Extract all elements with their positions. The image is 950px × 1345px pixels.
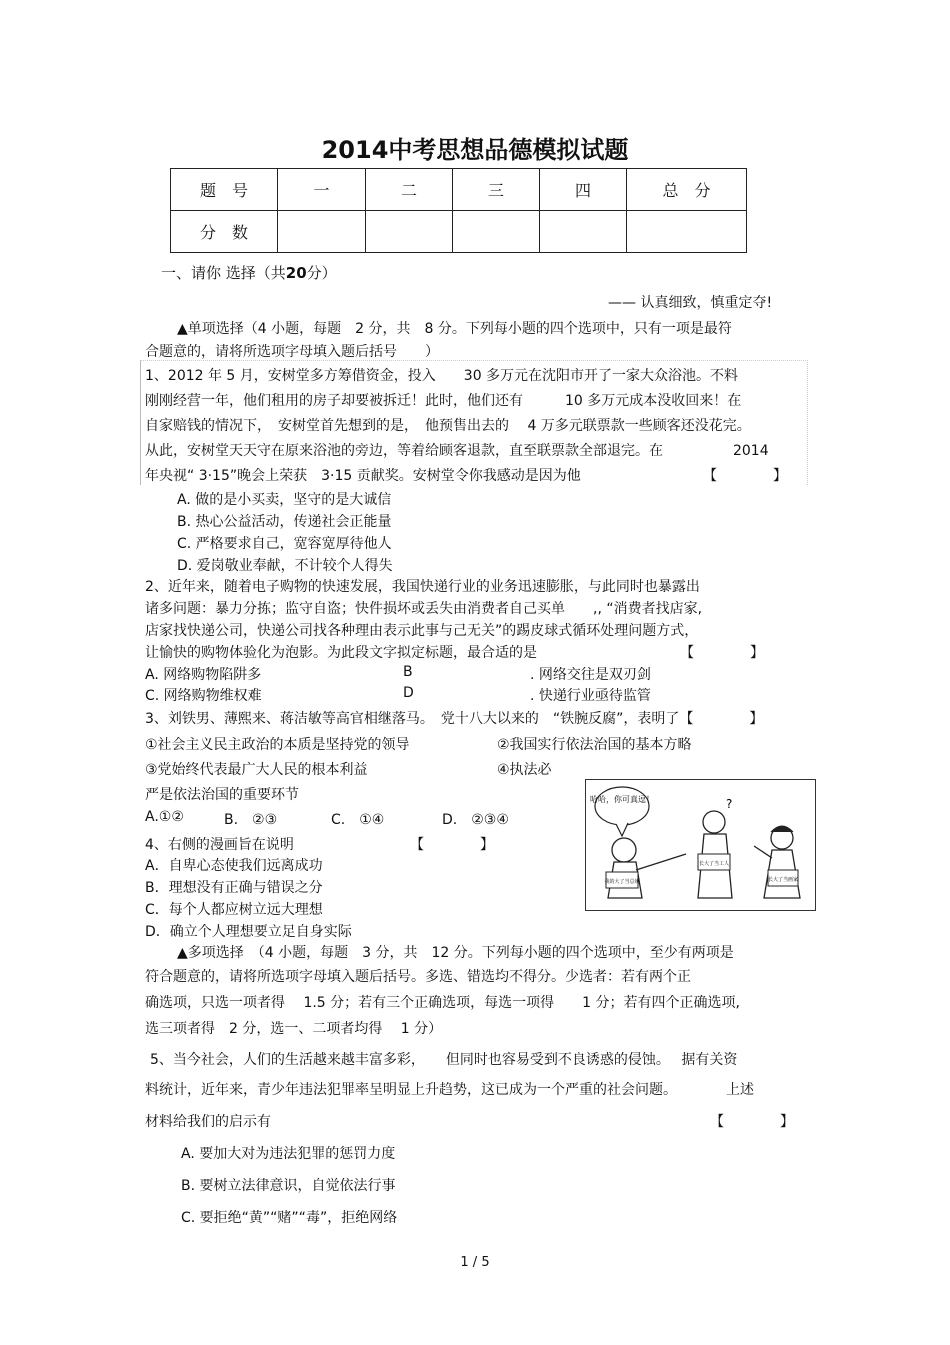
- question-1-line: 从此，安树堂天天守在原来浴池的旁边，等着给顾客退款，直至联票款全部退完。在 2014: [145, 443, 769, 459]
- cartoon-sign: 长大了当画家: [767, 877, 799, 883]
- score-input-cell[interactable]: [627, 211, 747, 253]
- score-table-cell: 一: [278, 169, 366, 211]
- option-item: D. ②③④: [442, 812, 509, 828]
- question-1-line: 1、2012 年 5 月，安树堂多方筹借资金，投入 30 多万元在沈阳市开了一家大众浴池。不料: [145, 368, 739, 384]
- section-heading-unit: 分）: [306, 264, 337, 282]
- option-item: C．每个人都应树立远大理想: [145, 902, 323, 918]
- option-item: C. ①④: [331, 812, 385, 828]
- score-table-cell: 题 号: [171, 169, 278, 211]
- option-item: C. 网络购物维权难: [145, 688, 262, 704]
- speech-bubble-text: 哈哈，你可真逗！: [590, 795, 654, 804]
- option-item: . 快递行业亟待监管: [530, 688, 651, 704]
- score-input-cell[interactable]: [366, 211, 453, 253]
- score-input-cell[interactable]: [278, 211, 366, 253]
- section-heading-text: 一、请你 选择（共: [161, 264, 286, 282]
- multi-choice-intro: 符合题意的，请将所选项字母填入题后括号。多选、错选均不得分。少选者：若有两个正: [145, 969, 691, 985]
- question-4-stem: 4、右侧的漫画旨在说明: [145, 837, 294, 853]
- question-mark-icon: ?: [726, 797, 733, 811]
- score-table-cell: 总 分: [627, 169, 747, 211]
- statement-item: 严是依法治国的重要环节: [145, 787, 299, 803]
- question-2-line: 诸多问题：暴力分拣；监守自盗；快件损坏或丢失由消费者自己买单 ,, “消费者找店家,: [145, 601, 703, 617]
- question-5-line: 材料给我们的启示有: [145, 1114, 271, 1130]
- option-item: B. 要树立法律意识，自觉依法行事: [181, 1178, 396, 1194]
- single-choice-intro: 合题意的，请将所选项字母填入题后括号 ）: [145, 344, 439, 360]
- option-item: D. 爱岗敬业奉献，不计较个人得失: [177, 558, 393, 574]
- section-heading: [161, 262, 337, 283]
- question-3-stem: 3、刘铁男、薄熙来、蒋洁敏等高官相继落马。 党十八大以来的 “铁腕反腐”，表明了【 】: [145, 711, 764, 727]
- multi-choice-intro: 确选项，只选一项者得 1.5 分；若有三个正确选项，每选一项得 1 分；若有四个正确选项,: [145, 995, 740, 1011]
- option-item: D．确立个人理想要立足自身实际: [145, 924, 352, 940]
- question-2-line: 让愉快的购物体验化为泡影。为此段文字拟定标题，最合适的是: [145, 645, 537, 661]
- score-input-cell[interactable]: [453, 211, 540, 253]
- multi-choice-intro: ▲多项选择 （4 小题，每题 3 分，共 12 分。下列每小题的四个选项中，至少有两项是: [177, 945, 734, 961]
- question-1-line: 自家赔钱的情况下， 安树堂首先想到的是， 他预售出去的 4 万多元联票款一些顾客还没花完。: [145, 418, 751, 434]
- cartoon-drawing: [586, 780, 815, 910]
- option-item: . 网络交往是双刃剑: [530, 667, 651, 683]
- option-item: A. 做的是小买卖，坚守的是大诚信: [177, 492, 392, 508]
- answer-bracket[interactable]: 【 】: [410, 837, 494, 853]
- question-1-line: 刚刚经营一年，他们租用的房子却要被拆迁！此时，他们还有 10 多万元成本没收回来！在: [145, 393, 742, 409]
- cartoon-sign: 长大了当工人: [698, 861, 730, 867]
- cartoon-image: [585, 779, 816, 911]
- score-table-cell: 分 数: [171, 211, 278, 253]
- question-5-line: 5、当今社会，人们的生活越来越丰富多彩， 但同时也容易受到不良诱惑的侵蚀。 据有关资: [150, 1052, 738, 1068]
- option-item: A．自卑心态使我们远离成功: [145, 858, 323, 874]
- section-heading-points: 20: [285, 264, 307, 282]
- option-item: B．理想没有正确与错误之分: [145, 880, 323, 896]
- option-item: B. ②③: [224, 812, 278, 828]
- answer-bracket[interactable]: 【 】: [710, 1114, 794, 1130]
- page-number: 1 / 5: [460, 1255, 490, 1270]
- option-item: A. 网络购物陷阱多: [145, 667, 262, 683]
- question-5-line: 料统计，近年来，青少年违法犯罪率呈明显上升趋势，这已成为一个严重的社会问题。 上述: [145, 1082, 754, 1098]
- option-item: A. 要加大对为违法犯罪的惩罚力度: [181, 1146, 396, 1162]
- score-table-header-row: [171, 169, 747, 211]
- statement-item: ②我国实行依法治国的基本方略: [497, 737, 692, 753]
- option-item: D: [403, 685, 414, 701]
- score-table-score-row: [171, 211, 747, 253]
- option-item: B. 热心公益活动，传递社会正能量: [177, 514, 392, 530]
- score-table-cell: 四: [540, 169, 627, 211]
- single-choice-intro: ▲单项选择（4 小题，每题 2 分，共 8 分。下列每小题的四个选项中，只有一项是最符: [177, 321, 732, 337]
- statement-item: ①社会主义民主政治的本质是坚持党的领导: [145, 737, 410, 753]
- multi-choice-intro: 选三项者得 2 分，选一、二项者均得 1 分）: [145, 1021, 443, 1037]
- option-item: C. 要拒绝“黄”“赌”“毒”，拒绝网络: [181, 1210, 398, 1226]
- motto: —— 认真细致，慎重定夺!: [608, 295, 773, 311]
- score-input-cell[interactable]: [540, 211, 627, 253]
- option-item: A.①②: [145, 809, 184, 825]
- question-1-line: 年央视“ 3·15”晚会上荣获 3·15 贡献奖。安树堂令你我感动是因为他: [145, 468, 581, 484]
- option-item: C. 严格要求自己，宽容宽厚待他人: [177, 536, 392, 552]
- score-table-cell: 三: [453, 169, 540, 211]
- score-table-cell: 二: [366, 169, 453, 211]
- answer-bracket[interactable]: 【 】: [680, 645, 764, 661]
- cartoon-sign: 我的大了当总统: [604, 879, 640, 885]
- answer-bracket[interactable]: 【 】: [703, 468, 787, 484]
- svg-text:哈哈，你可真逗！: [590, 794, 654, 805]
- page-title: 2014中考思想品德模拟试题: [321, 136, 629, 164]
- score-table: [170, 168, 747, 253]
- question-2-line: 店家找快递公司，快递公司找各种理由表示此事与己无关”的踢皮球式循环处理问题方式，: [145, 623, 699, 639]
- statement-item: ④执法必: [497, 762, 552, 778]
- question-2-line: 2、近年来，随着电子购物的快速发展，我国快递行业的业务迅速膨胀，与此同时也暴露出: [145, 579, 700, 595]
- option-item: B: [403, 664, 413, 680]
- statement-item: ③党始终代表最广大人民的根本利益: [145, 762, 368, 778]
